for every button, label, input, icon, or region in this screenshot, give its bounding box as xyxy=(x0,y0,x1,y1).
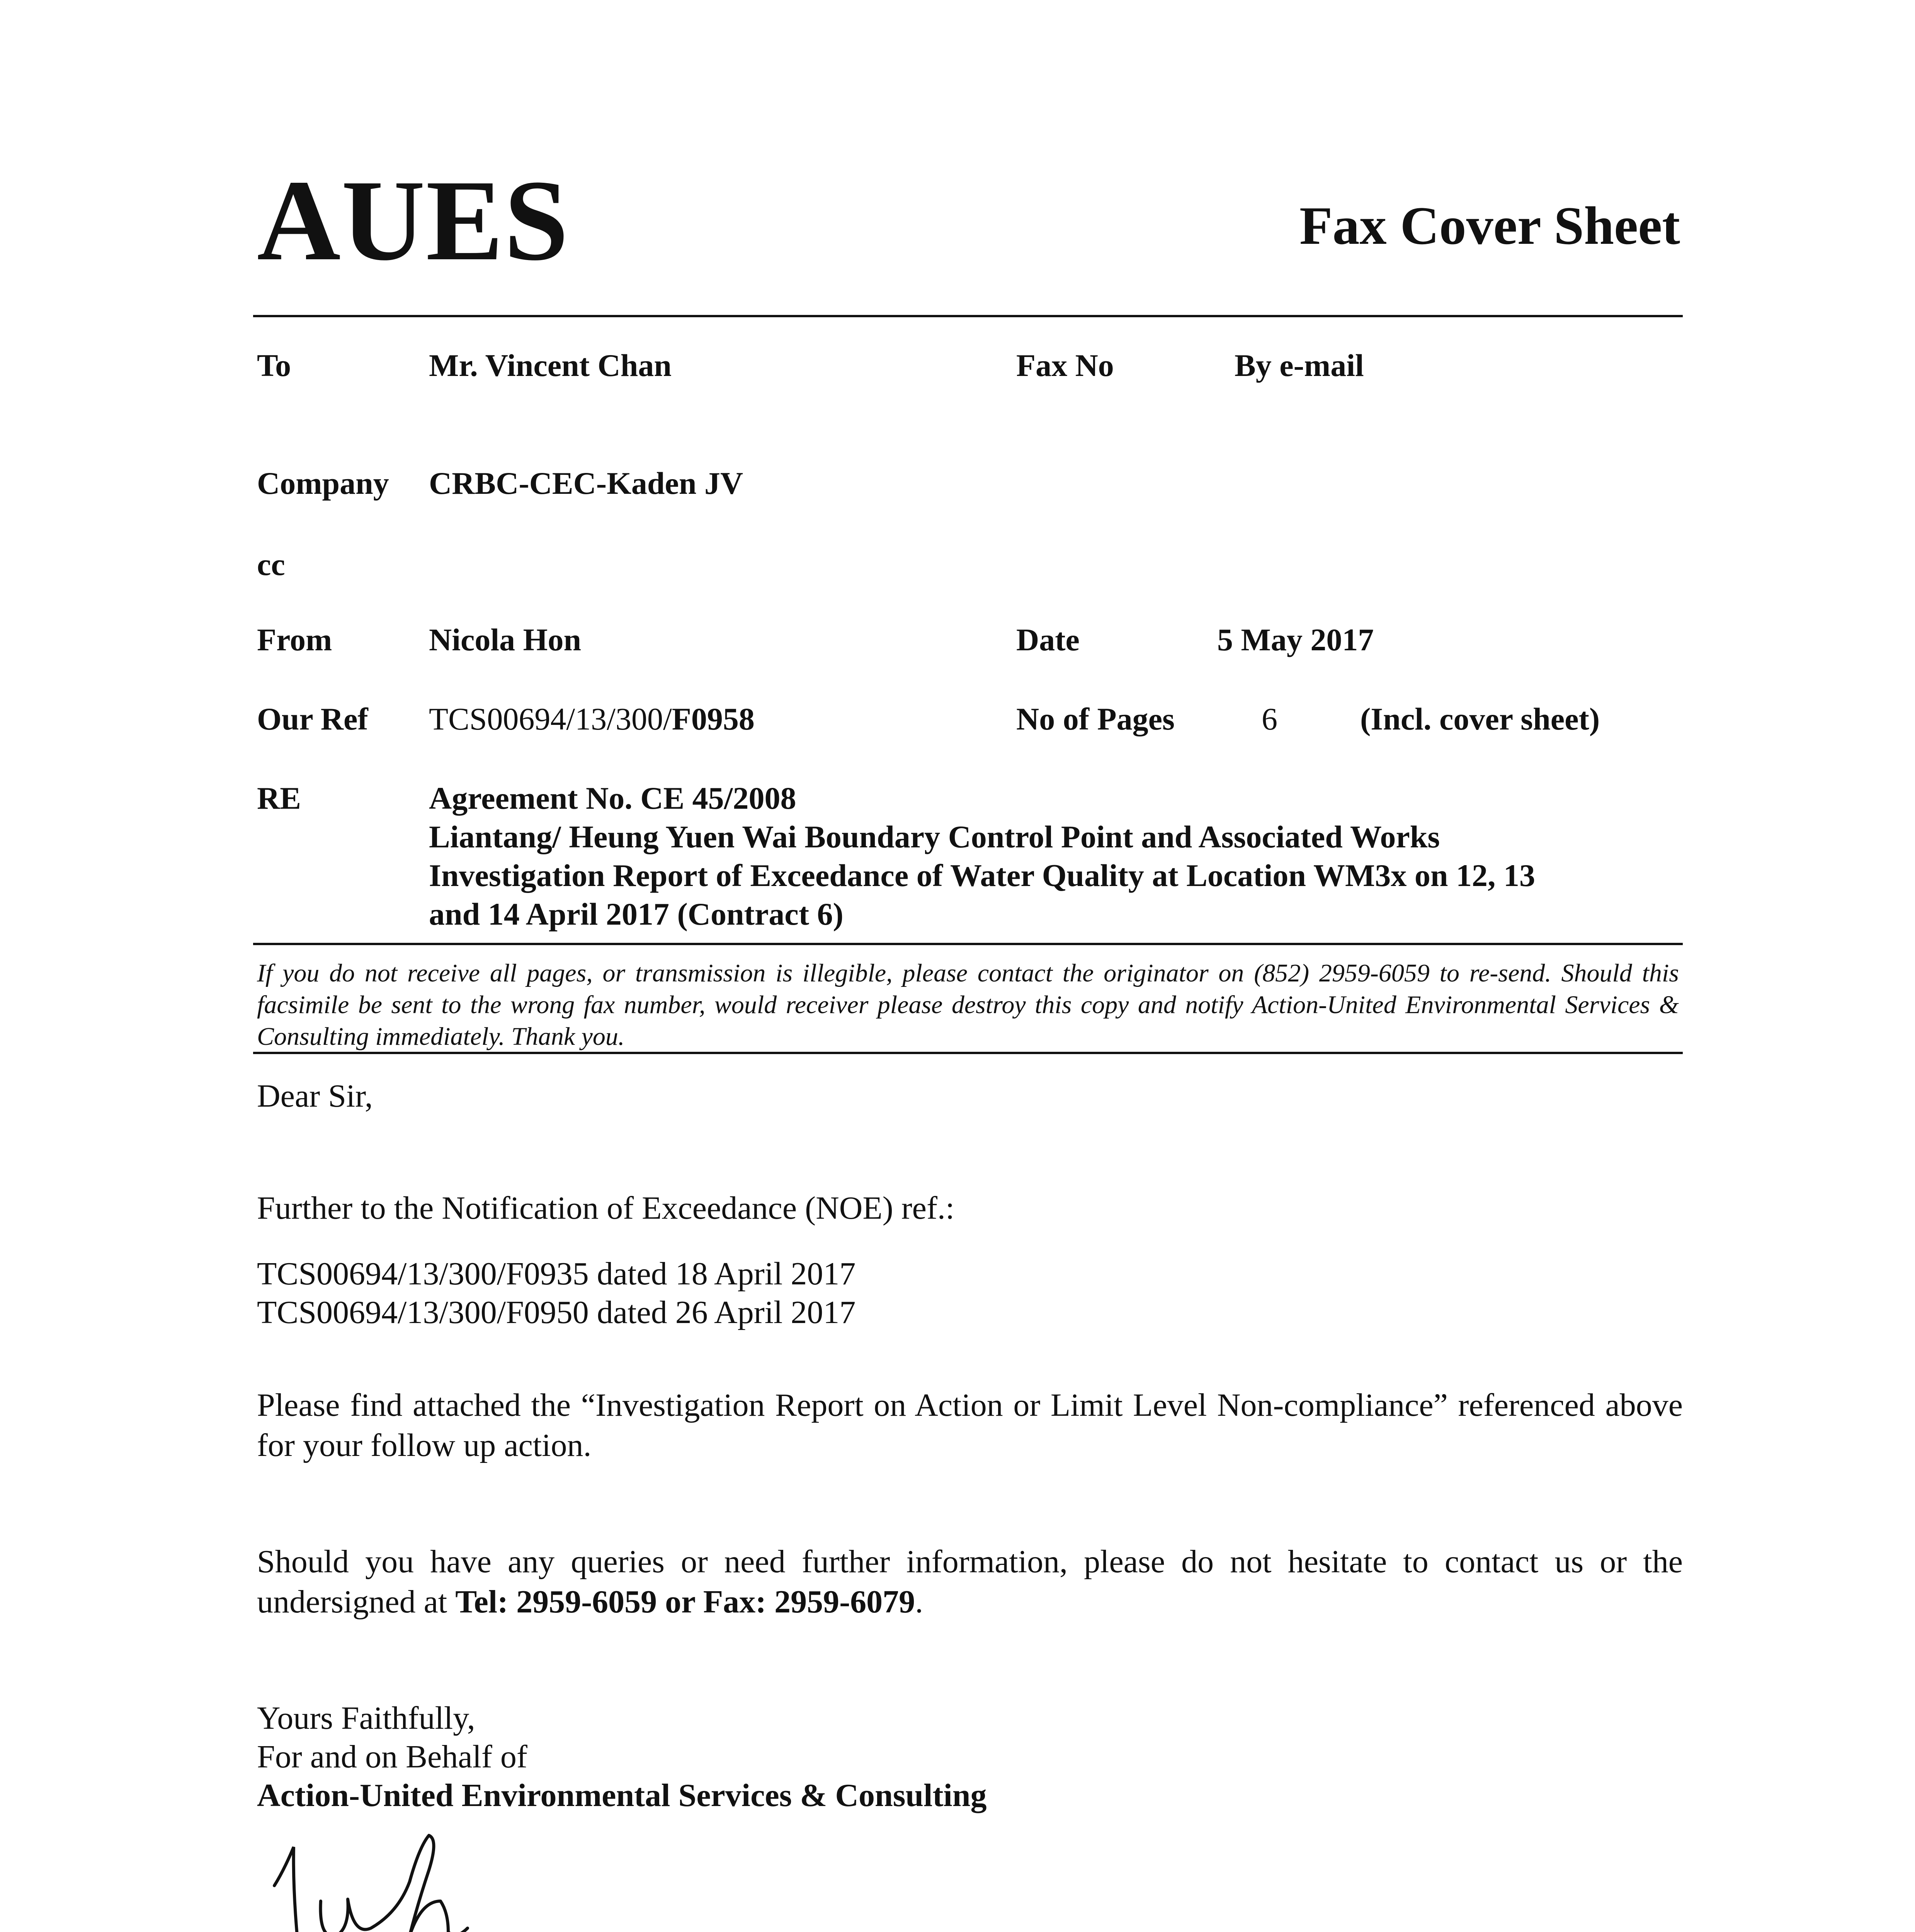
pages-value: 6 xyxy=(1262,701,1277,736)
page-title: Fax Cover Sheet xyxy=(1299,196,1680,256)
re-line-4: and 14 April 2017 (Contract 6) xyxy=(429,896,844,932)
handwritten-signature xyxy=(247,1824,518,1932)
letter-intro: Further to the Notification of Exceedance (NOE) ref.: xyxy=(257,1190,955,1226)
from-value: Nicola Hon xyxy=(429,622,582,657)
to-label: To xyxy=(257,348,291,383)
para2-end: . xyxy=(915,1584,923,1620)
company-value: CRBC-CEC-Kaden JV xyxy=(429,466,743,501)
ref-value xyxy=(429,703,755,735)
pages-label: No of Pages xyxy=(1016,701,1175,736)
ref-label: Our Ref xyxy=(257,701,368,736)
contact-numbers: Tel: 2959-6059 or Fax: 2959-6079 xyxy=(455,1584,915,1620)
cc-label: cc xyxy=(257,547,285,582)
ref-prefix: TCS00694/13/300/ xyxy=(429,701,672,736)
noe-ref-2: TCS00694/13/300/F0950 dated 26 April 2017 xyxy=(257,1294,856,1330)
ref-suffix: F0958 xyxy=(672,701,755,736)
transmission-notice: If you do not receive all pages, or transmission is illegible, please contact the originator on (852) 2959-6059 to re-send. Should this facsimile be sent to the wrong fax number, would receiver please destroy this copy and notify Action-United Environmental Services & Consulting immediately. Thank you. xyxy=(257,959,1679,1051)
letter-paragraph-1: Please find attached the “Investigation Report on Action or Limit Level Non-compliance” referenced above for your follow up action. xyxy=(257,1387,1683,1463)
re-line-2: Liantang/ Heung Yuen Wai Boundary Control Point and Associated Works xyxy=(429,819,1440,854)
company-logo: AUES xyxy=(257,156,570,284)
fax-value: By e-mail xyxy=(1235,348,1364,383)
notice-divider xyxy=(253,1052,1683,1054)
salutation: Dear Sir, xyxy=(257,1078,373,1114)
re-label: RE xyxy=(257,781,301,816)
noe-ref-1: TCS00694/13/300/F0935 dated 18 April 2017 xyxy=(257,1256,856,1292)
re-line-1: Agreement No. CE 45/2008 xyxy=(429,781,796,816)
company-signature-line: Action-United Environmental Services & Consulting xyxy=(257,1777,987,1813)
on-behalf: For and on Behalf of xyxy=(257,1739,527,1775)
re-line-3: Investigation Report of Exceedance of Water Quality at Location WM3x on 12, 13 xyxy=(429,858,1535,893)
header-divider xyxy=(253,315,1683,317)
from-label: From xyxy=(257,622,332,657)
company-label: Company xyxy=(257,466,389,501)
closing: Yours Faithfully, xyxy=(257,1700,475,1736)
letter-paragraph-2 xyxy=(257,1542,1683,1622)
date-label: Date xyxy=(1016,622,1080,657)
date-value: 5 May 2017 xyxy=(1217,622,1374,657)
fax-label: Fax No xyxy=(1016,348,1114,383)
para2-text: Should you have any queries or need further information, please do not hesitate to contact us or the undersigned at xyxy=(257,1544,1683,1620)
pages-note: (Incl. cover sheet) xyxy=(1360,701,1600,736)
to-value: Mr. Vincent Chan xyxy=(429,348,672,383)
re-divider xyxy=(253,943,1683,945)
